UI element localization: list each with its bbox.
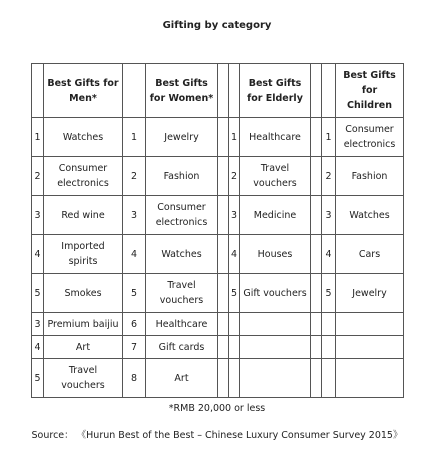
gift-cell: Watches xyxy=(44,118,123,157)
spacer-cell xyxy=(218,157,229,196)
header-elderly: Best Gifts for Elderly xyxy=(240,64,311,118)
gift-cell: Travel vouchers xyxy=(146,274,218,313)
spacer-cell xyxy=(311,118,322,157)
gift-cell: Healthcare xyxy=(146,313,218,336)
spacer-cell xyxy=(218,235,229,274)
table-row xyxy=(32,196,404,235)
spacer-cell xyxy=(218,336,229,359)
gift-cell: Gift cards xyxy=(146,336,218,359)
rank-cell: 5 xyxy=(123,274,146,313)
spacer-cell xyxy=(311,313,322,336)
table-row xyxy=(32,118,404,157)
gift-cell xyxy=(336,336,404,359)
table-row xyxy=(32,359,404,398)
spacer-cell xyxy=(311,196,322,235)
gift-cell xyxy=(240,336,311,359)
rank-cell: 4 xyxy=(32,336,44,359)
table-row xyxy=(32,336,404,359)
gift-cell: Fashion xyxy=(336,157,404,196)
rank-cell: 5 xyxy=(32,274,44,313)
header-row xyxy=(32,64,404,118)
rank-cell xyxy=(322,336,336,359)
rank-cell: 5 xyxy=(322,274,336,313)
rank-cell: 4 xyxy=(123,235,146,274)
spacer-cell xyxy=(311,235,322,274)
spacer-cell xyxy=(311,336,322,359)
gift-cell xyxy=(240,359,311,398)
rank-cell: 3 xyxy=(123,196,146,235)
spacer-cell xyxy=(218,274,229,313)
gift-cell: Art xyxy=(44,336,123,359)
gift-cell: Jewelry xyxy=(336,274,404,313)
table-row xyxy=(32,235,404,274)
header-rank-children xyxy=(322,64,336,118)
rank-cell: 5 xyxy=(229,274,240,313)
rank-cell: 1 xyxy=(322,118,336,157)
gift-cell: Travel vouchers xyxy=(240,157,311,196)
rank-cell: 4 xyxy=(32,235,44,274)
source-citation: Source： 《Hurun Best of the Best – Chinese Luxury Consumer Survey 2015》 xyxy=(31,430,403,441)
gift-cell: Red wine xyxy=(44,196,123,235)
gift-cell: Premium baijiu xyxy=(44,313,123,336)
rank-cell xyxy=(229,359,240,398)
gift-cell xyxy=(336,313,404,336)
rank-cell: 3 xyxy=(229,196,240,235)
gift-cell: Fashion xyxy=(146,157,218,196)
table-row xyxy=(32,274,404,313)
spacer-cell xyxy=(218,118,229,157)
header-children: Best Gifts for Children xyxy=(336,64,404,118)
footnote: *RMB 20,000 or less xyxy=(168,403,266,414)
rank-cell: 1 xyxy=(123,118,146,157)
table-title: Gifting by category xyxy=(162,20,272,31)
rank-cell: 2 xyxy=(322,157,336,196)
rank-cell: 1 xyxy=(32,118,44,157)
rank-cell: 1 xyxy=(229,118,240,157)
rank-cell: 2 xyxy=(229,157,240,196)
rank-cell xyxy=(229,336,240,359)
header-men: Best Gifts for Men* xyxy=(44,64,123,118)
rank-cell: 2 xyxy=(32,157,44,196)
gift-cell: Cars xyxy=(336,235,404,274)
gift-cell xyxy=(336,359,404,398)
spacer-cell xyxy=(218,313,229,336)
gift-cell: Consumer electronics xyxy=(146,196,218,235)
rank-cell xyxy=(322,313,336,336)
rank-cell: 2 xyxy=(123,157,146,196)
spacer-cell xyxy=(311,359,322,398)
gift-cell: Consumer electronics xyxy=(44,157,123,196)
header-rank-men xyxy=(32,64,44,118)
header-rank-women xyxy=(123,64,146,118)
gift-cell: Gift vouchers xyxy=(240,274,311,313)
rank-cell xyxy=(229,313,240,336)
gift-cell: Healthcare xyxy=(240,118,311,157)
spacer-cell xyxy=(311,157,322,196)
header-rank-elderly xyxy=(229,64,240,118)
gift-cell: Art xyxy=(146,359,218,398)
gift-cell xyxy=(240,313,311,336)
rank-cell: 3 xyxy=(322,196,336,235)
gift-cell: Watches xyxy=(146,235,218,274)
gifting-table xyxy=(31,63,404,398)
gift-cell: Travel vouchers xyxy=(44,359,123,398)
table-row xyxy=(32,157,404,196)
spacer-cell xyxy=(218,359,229,398)
rank-cell: 7 xyxy=(123,336,146,359)
rank-cell: 4 xyxy=(322,235,336,274)
rank-cell: 3 xyxy=(32,313,44,336)
header-spacer xyxy=(218,64,229,118)
gift-cell: Medicine xyxy=(240,196,311,235)
rank-cell xyxy=(322,359,336,398)
header-spacer xyxy=(311,64,322,118)
rank-cell: 4 xyxy=(229,235,240,274)
rank-cell: 5 xyxy=(32,359,44,398)
gift-cell: Jewelry xyxy=(146,118,218,157)
spacer-cell xyxy=(218,196,229,235)
header-women: Best Gifts for Women* xyxy=(146,64,218,118)
rank-cell: 8 xyxy=(123,359,146,398)
gift-cell: Imported spirits xyxy=(44,235,123,274)
gift-cell: Smokes xyxy=(44,274,123,313)
rank-cell: 3 xyxy=(32,196,44,235)
gift-cell: Consumer electronics xyxy=(336,118,404,157)
spacer-cell xyxy=(311,274,322,313)
rank-cell: 6 xyxy=(123,313,146,336)
gift-cell: Houses xyxy=(240,235,311,274)
table-row xyxy=(32,313,404,336)
gift-cell: Watches xyxy=(336,196,404,235)
